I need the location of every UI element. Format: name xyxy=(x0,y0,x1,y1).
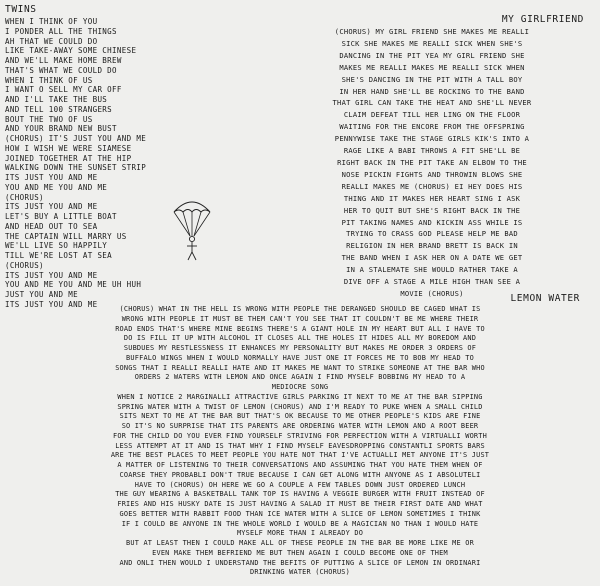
lyric-line: HER TO QUIT BUT SHE'S RIGHT BACK IN THE xyxy=(343,205,521,215)
lyric-line: THE CAPTAIN WILL MARRY US xyxy=(5,231,127,241)
lyric-line: SPRING WATER WITH A TWIST OF LEMON (CHORUS) AND I'M READY TO PUKE WHEN A SMALL CHILD xyxy=(117,402,483,411)
lyric-line: BUFFALO WINGS WHEN I WOULD NORMALLY HAVE JUST ONE IT FORCES ME TO BOB MY HEAD TO xyxy=(126,353,474,362)
lyric-line: RAGE LIKE A BABI THROWS A FIT SHE'LL BE xyxy=(343,146,521,156)
lyric-line: ITS JUST YOU AND ME xyxy=(5,173,98,182)
lyric-line: DIVE OFF A STAGE A MILE HIGH THAN SEE A xyxy=(343,277,521,287)
lemon-water-lyrics xyxy=(3,305,597,578)
lyric-line: I WANT O SELL MY CAR OFF xyxy=(5,85,122,95)
lyric-line: ITS JUST YOU AND ME xyxy=(5,299,98,309)
lyric-line: MYSELF MORE THAN I ALREADY DO xyxy=(236,529,364,538)
lyric-line: LESS ATTEMPT AT IT AND IS THAT WHY I FIND MYSELF EAVESDROPPING CONSTANTLI SPORTS BARS xyxy=(115,441,485,450)
twins-lyrics xyxy=(5,17,280,310)
lyric-line: HAVE TO (CHORUS) OH HERE WE GO A COUPLE A FEW TABLES DOWN JUST ORDERED LUNCH xyxy=(134,480,466,489)
lyric-line: IN HER HAND SHE'LL BE ROCKING TO THE BAND xyxy=(339,86,525,96)
lyric-line: ARE THE BEST PLACES TO MEET PEOPLE YOU HATE NOT THAT I'VE ACTUALLI MET ANYONE IT'S JUST xyxy=(110,451,490,460)
lyric-line: PIT TAKING NAMES AND KICKIN ASS WHILE IS xyxy=(341,217,523,227)
lyric-line: WALKING DOWN THE SUNSET STRIP xyxy=(5,163,147,173)
lyric-line: AND I'LL TAKE THE BUS xyxy=(5,95,108,104)
lyric-line: THING AND IT MAKES HER HEART SING I ASK xyxy=(343,193,521,203)
lyric-line: COARSE THEY PROBABLI DON'T TRUE BECAUSE I CAN GET ALONG WITH ANYONE AS I ABSOLUTELI xyxy=(119,470,481,479)
lyric-line: FRIES AND HIS HUSKY DATE IS JUST HAVING A SALAD IT MUST BE THEIR FIRST DATE AND WHAT xyxy=(117,500,483,508)
lyric-line: IN A STALEMATE SHE WOULD RATHER TAKE A xyxy=(346,265,518,275)
lyric-line: WHEN I THINK OF YOU xyxy=(5,17,98,26)
lyric-line: MEDIOCRE SONG xyxy=(271,383,329,391)
lyric-line: SO IT'S NO SURPRISE THAT ITS PARENTS ARE ORDERING WATER WITH LEMON AND A ROOT BEER xyxy=(121,422,479,430)
lyric-line: (CHORUS) xyxy=(5,192,44,202)
lyric-line: DANCING IN THE PIT YEA MY GIRL FRIEND SHE xyxy=(339,50,525,60)
parachute-doodle-icon xyxy=(170,190,214,264)
lyric-line: REALLI MAKES ME (CHORUS) EI HEY DOES HIS xyxy=(341,181,523,191)
lyric-line: WAITING FOR THE ENCORE FROM THE OFFSPRING xyxy=(339,122,525,132)
lyric-line: LET'S BUY A LITTLE BOAT xyxy=(5,212,117,221)
lyric-line: TILL WE'RE LOST AT SEA xyxy=(5,251,113,260)
lyric-line: SHE'S DANCING IN THE PIT WITH A TALL BOY xyxy=(341,74,523,84)
lyric-line: MOVIE (CHORUS) xyxy=(400,288,464,298)
lyric-line: SITS NEXT TO ME AT THE BAR BUT THAT'S OK BECAUSE TO ME OTHER PEOPLE'S KIDS ARE FINE xyxy=(119,412,481,421)
lyric-line: NOSE PICKIN FIGHTS AND THROWIN BLOWS SHE xyxy=(341,169,523,179)
lyric-line: MAKES ME REALLI MAKES ME REALLI SICK WHEN xyxy=(339,62,525,72)
lyric-line: THE BAND WHEN I ASK HER ON A DATE WE GET xyxy=(341,253,523,263)
lyric-line: THE GUY WEARING A BASKETBALL TANK TOP IS HAVING A VEGGIE BURGER WITH FRUIT INSTEAD OF xyxy=(115,490,485,499)
my-girlfriend-lyrics xyxy=(272,26,592,300)
lemon-water-title: LEMON WATER xyxy=(510,293,580,304)
lyric-line: (CHORUS) IT'S JUST YOU AND ME xyxy=(5,134,147,143)
lyric-line: THAT'S WHAT WE COULD DO xyxy=(5,65,117,75)
lyric-line: SONGS THAT I REALLI REALLI HATE AND IT MAKES ME WANT TO STRIKE SOMEONE AT THE BAR WHO xyxy=(115,363,485,372)
lyric-line: PENNYWISE TAKE THE STAGE GIRLS KIK'S INTO A xyxy=(334,134,530,144)
lyric-line: LIKE TAKE-AWAY SOME CHINESE xyxy=(5,46,137,56)
lyric-line: GOES BETTER WITH RABBIT FOOD THAN ICE WATER WITH A SLICE OF LEMON SOMETIMES I THINK xyxy=(119,509,481,518)
lyric-line: CLAIM DEFEAT TILL HER LING ON THE FLOOR xyxy=(343,110,521,120)
lyric-line: DO IS FILL IT UP WITH ALCOHOL IT CLOSES ALL THE HOLES IT HIDES ALL MY BOREDOM AND xyxy=(123,334,477,343)
lyric-line: (CHORUS) WHAT IN THE HELL IS WRONG WITH PEOPLE THE DERANGED SHOULD BE CAGED WHAT IS xyxy=(119,305,481,313)
lyric-line: EVEN MAKE THEM BEFRIEND ME BUT THEN AGAIN I COULD BECOME ONE OF THEM xyxy=(152,548,448,557)
lyric-line: JOINED TOGETHER AT THE HIP xyxy=(5,153,132,163)
lyric-line: WHEN I NOTICE 2 MARGINALLI ATTRACTIVE GIRLS PARKING IT NEXT TO ME AT THE BAR SIPPING xyxy=(117,392,483,401)
lyric-line: AND YOUR BRAND NEW BUST xyxy=(5,124,117,134)
lyric-line: BOUT THE TWO OF US xyxy=(5,114,93,124)
lyric-line: TRYING TO CRASS GOD PLEASE HELP ME BAD xyxy=(346,229,518,239)
lyric-line: SICK SHE MAKES ME REALLI SICK WHEN SHE'S xyxy=(341,38,523,48)
lyric-line: A MATTER OF LISTENING TO THEIR CONVERSATIONS AND ASSUMING THAT YOU HATE THEM WHEN OF xyxy=(117,461,483,469)
lyric-line: YOU AND ME YOU AND ME UH HUH xyxy=(5,280,142,290)
lyric-line: RIGHT BACK IN THE PIT TAKE AN ELBOW TO THE xyxy=(337,157,527,167)
lyric-line: SUBDUES MY RESTLESSNESS IT ENHANCES MY PERSONALITY BUT MAKES ME ORDER 3 ORDERS OF xyxy=(123,344,477,352)
lyric-line: (CHORUS) MY GIRL FRIEND SHE MAKES ME REALLI xyxy=(334,27,530,36)
lyric-line: JUST YOU AND ME xyxy=(5,290,78,299)
lyric-line: (CHORUS) xyxy=(5,260,44,270)
lyric-line: I PONDER ALL THE THINGS xyxy=(5,26,117,36)
lyric-line: AND HEAD OUT TO SEA xyxy=(5,221,98,231)
lyric-line: AH THAT WE COULD DO xyxy=(5,36,98,46)
lyric-line: HOW I WISH WE WERE SIAMESE xyxy=(5,143,132,153)
lyric-line: ORDERS 2 WATERS WITH LEMON AND ONCE AGAIN I FIND MYSELF BOBBING MY HEAD TO A xyxy=(134,373,466,382)
my-girlfriend-title: MY GIRLFRIEND xyxy=(501,14,584,25)
lyric-line: ROAD ENDS THAT'S WHERE MINE BEGINS THERE'S A GIANT HOLE IN MY HEART BUT ALL I HAVE TO xyxy=(115,324,485,333)
lyric-line: AND WE'LL MAKE HOME BREW xyxy=(5,56,122,65)
lyric-line: THAT GIRL CAN TAKE THE HEAT AND SHE'LL NEVER xyxy=(332,98,532,108)
twins-title: TWINS xyxy=(5,4,37,15)
lyric-line: AND ONLI THEN WOULD I UNDERSTAND THE BEFITS OF PUTTING A SLICE OF LEMON IN ORDINARI xyxy=(119,558,481,567)
lyric-line: FOR THE CHILD DO YOU EVER FIND YOURSELF STRIVING FOR PERFECTION WITH A VIRTUALLI WORTH xyxy=(113,431,487,440)
lyric-line: DRINKING WATER (CHORUS) xyxy=(249,568,351,577)
lyric-line: WE'LL LIVE SO HAPPILY xyxy=(5,241,108,251)
lyric-line: YOU AND ME YOU AND ME xyxy=(5,182,108,192)
lyric-line: WRONG WITH PEOPLE IT MUST BE THEM CAN'T YOU SEE THAT IT COULDN'T BE ME WHERE THEIR xyxy=(121,314,479,323)
lyric-line: ITS JUST YOU AND ME xyxy=(5,270,98,280)
lyric-line: IF I COULD BE ANYONE IN THE WHOLE WORLD I WOULD BE A MAGICIAN NO THAN I WOULD HATE xyxy=(121,519,479,528)
lyric-line: RELIGION IN HER BRAND BRETT IS BACK IN xyxy=(346,241,518,251)
lyric-line: ITS JUST YOU AND ME xyxy=(5,202,98,212)
lyric-line: BUT AT LEAST THEN I COULD MAKE ALL OF THESE PEOPLE IN THE BAR BE MORE LIKE ME OR xyxy=(126,539,474,547)
lyric-line: WHEN I THINK OF US xyxy=(5,75,93,85)
lyric-line: AND TELL 100 STRANGERS xyxy=(5,104,113,114)
